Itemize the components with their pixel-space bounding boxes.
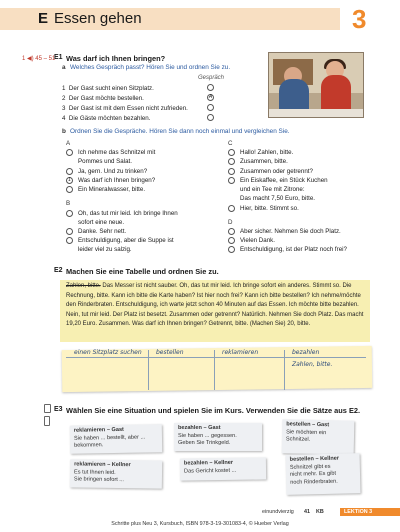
table-header-line	[66, 357, 366, 358]
dialog-line: Ich nehme das Schnitzel mit	[78, 149, 156, 156]
dialog-line: Aber sicher. Nehmen Sie doch Platz.	[240, 228, 341, 235]
exercise-e1-label: E1	[54, 54, 63, 61]
page-number: 41	[304, 509, 310, 515]
dialog-b-letter: B	[66, 200, 71, 207]
dialog-line: Hier, bitte. Stimmt so.	[240, 205, 299, 212]
exercise-e2-title: Machen Sie eine Tabelle und ordnen Sie zu.	[66, 267, 219, 276]
role-card: bestellen – Gast Sie möchten ein Schnitzel.	[282, 419, 355, 455]
dialog-line: Entschuldigung, ist der Platz noch frei?	[240, 246, 347, 253]
lesson-number: 3	[352, 4, 367, 34]
section-title: Essen gehen	[54, 10, 142, 27]
dialog-line: Das macht 7,50 Euro, bitte.	[240, 195, 315, 202]
dialog-line: Was darf ich Ihnen bringen?	[78, 177, 156, 184]
answer-circle[interactable]	[207, 114, 214, 121]
table-header-reklamieren: reklamieren	[222, 349, 259, 356]
dialog-a-letter: A	[66, 140, 71, 147]
e1a-item-1: 1 Der Gast sucht einen Sitzplatz.	[62, 85, 154, 92]
table-cell-example: Zahlen, bitte.	[292, 361, 333, 368]
answer-circle[interactable]	[207, 84, 214, 91]
page-number-word: einundvierzig	[262, 509, 294, 515]
table-divider	[214, 350, 215, 390]
dialog-d-letter: D	[228, 219, 233, 226]
order-circle[interactable]	[66, 168, 73, 175]
restaurant-photo	[268, 52, 364, 118]
order-circle[interactable]	[228, 246, 235, 253]
table-divider	[148, 350, 149, 390]
role-card: reklamieren – Kellner Es tut Ihnen leid. Sie bringen sofort ...	[70, 459, 162, 488]
order-circle[interactable]	[228, 149, 235, 156]
order-circle[interactable]	[66, 210, 73, 217]
dialog-line: Pommes und Salat.	[78, 158, 132, 165]
dialog-line: Ein Mineralwasser, bitte.	[78, 186, 146, 193]
dialog-line: Oh, das tut mir leid. Ich bringe Ihnen	[78, 210, 178, 217]
order-circle[interactable]	[66, 149, 73, 156]
dialog-line: sofort eine neue.	[78, 219, 125, 226]
order-circle[interactable]	[66, 237, 73, 244]
order-circle[interactable]	[228, 205, 235, 212]
exercise-e2-label: E2	[54, 267, 63, 274]
e1b-instruction: Ordnen Sie die Gespräche. Hören Sie dann noch einmal und vergleichen Sie.	[70, 128, 290, 135]
section-letter: E	[38, 10, 49, 27]
dialog-c-letter: C	[228, 140, 233, 147]
order-circle[interactable]	[66, 228, 73, 235]
dialog-line: Danke. Sehr nett.	[78, 228, 127, 235]
order-circle[interactable]	[228, 177, 235, 184]
order-circle[interactable]	[228, 168, 235, 175]
dialog-line: Vielen Dank.	[240, 237, 275, 244]
page-header	[0, 0, 400, 40]
phrase-list	[66, 282, 366, 330]
worksheet-icon	[44, 404, 51, 413]
dialog-line: Ein Eiskaffee, ein Stück Kuchen	[240, 177, 328, 184]
role-card: reklamieren – Gast Sie haben ... bestellt, aber ... bekommen.	[70, 424, 162, 454]
kb-label: KB	[316, 509, 324, 515]
lesson-tag: LEKTION 3	[340, 508, 400, 516]
order-mark: 1	[68, 177, 71, 183]
table-header-bezahlen: bezahlen	[292, 349, 320, 356]
dialog-line: Entschuldigung, aber die Suppe ist	[78, 237, 174, 244]
e1a-instruction: Welches Gespräch passt? Hören Sie und ordnen Sie zu.	[70, 64, 231, 71]
role-card: bezahlen – Gast Sie haben ... gegessen. Geben Sie Trinkgeld.	[174, 423, 262, 451]
dialog-line: leider viel zu salzig.	[78, 246, 132, 253]
e1a-item-2: 2 Der Gast möchte bestellen.	[62, 95, 144, 102]
copyright: Schritte plus Neu 3, Kursbuch, ISBN 978-3-19-301083-4, © Hueber Verlag	[111, 521, 289, 527]
answer-circle[interactable]	[207, 104, 214, 111]
e1a-item-3: 3 Der Gast ist mit dem Essen nicht zufrieden.	[62, 105, 188, 112]
gespraech-column-header: Gespräch	[198, 75, 225, 81]
dialog-line: Ja, gern. Und zu trinken?	[78, 168, 148, 175]
table-divider	[284, 350, 285, 390]
order-circle[interactable]	[228, 228, 235, 235]
e1a-letter: a	[62, 64, 66, 71]
dialog-line: und ein Tee mit Zitrone:	[240, 186, 305, 193]
order-circle[interactable]	[228, 158, 235, 165]
role-card: bestellen – Kellner Schnitzel gibt es nicht mehr. Es gibt noch Rinderbraten.	[286, 453, 361, 495]
exercise-e3-label: E3	[54, 406, 63, 413]
order-circle[interactable]	[66, 186, 73, 193]
e1b-letter: b	[62, 128, 66, 135]
exercise-e3-title: Wählen Sie eine Situation und spielen Sie im Kurs. Verwenden Sie die Sätze aus E2.	[66, 406, 361, 415]
role-card: bezahlen – Kellner Das Gericht kostet ...	[180, 457, 266, 480]
phone-icon	[44, 416, 50, 426]
answer-mark: A	[208, 94, 213, 100]
phrase-done: Zahlen, bitte.	[66, 283, 101, 289]
audio-track-label[interactable]: 1 ◀) 45 – 51	[22, 56, 56, 62]
dialog-line: Zusammen oder getrennt?	[240, 168, 313, 175]
e1a-item-4: 4 Die Gäste möchten bezahlen.	[62, 115, 151, 122]
dialog-line: Hallo! Zahlen, bitte.	[240, 149, 294, 156]
exercise-e1-title: Was darf ich Ihnen bringen?	[66, 54, 166, 63]
phrase-rest: Das Messer ist nicht sauber. Oh, das tut mir leid. Ich bringe sofort ein anderes. Stimmt so. Die Rechnung, bitte. Kann ich bitte die Karte haben? Ist hier noch frei? Kann ich bitte bestellen? Ich nehme/möchte den Rinderbraten. Entschuldigung, ich warte jetzt schon 40 Minuten auf das Essen. Ich möchte bitte bezahlen. Nein, tut mir leid. Der Platz ist besetzt. Zusammen oder getrennt? Natürlich. Nehmen Sie doch Platz. Das macht 19,20 Euro. Zusammen. Was darf ich Ihnen bringen? Getrennt, bitte. (Machen Sie) 20, bitte.	[66, 283, 364, 328]
header-bar	[0, 8, 340, 30]
order-circle[interactable]	[228, 237, 235, 244]
dialog-line: Zusammen, bitte.	[240, 158, 288, 165]
table-header-bestellen: bestellen	[156, 349, 184, 356]
table-header-sitzplatz: einen Sitzplatz suchen	[74, 349, 142, 356]
